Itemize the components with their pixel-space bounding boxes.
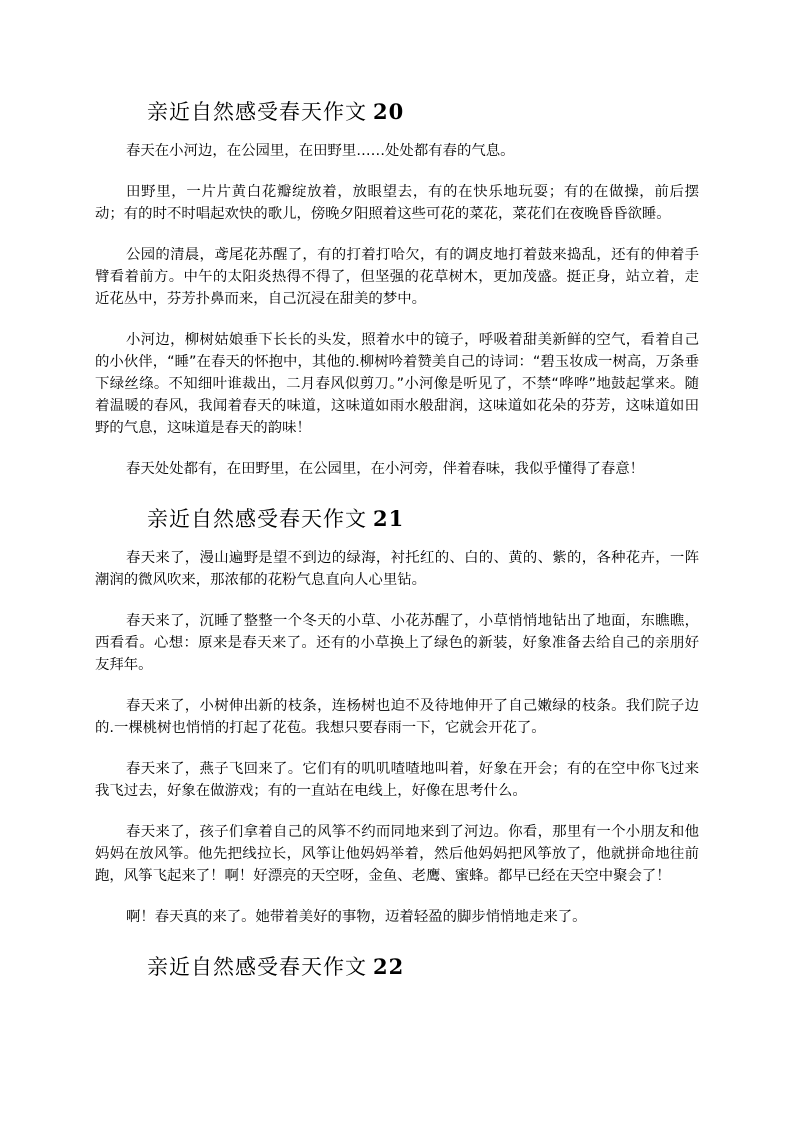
paragraph: 小河边，柳树姑娘垂下长长的头发，照着水中的镜子，呼吸着甜美新鲜的空气，看着自己的小伙伴，“睡”在春天的怀抱中，其他的.柳树吟着赞美自己的诗词：“碧玉妆成一树高，万条垂下绿丝绦。不知细叶谁裁出，二月春风似剪刀。”小河像是听见了，不禁“哗哗”地鼓起掌来。随着温暖的春风，我闻着春天的味道，这味道如雨水般甜润，这味道如花朵的芬芳，这味道如田野的气息，这味道是春天的韵味！ [95,332,699,436]
paragraph: 春天来了，沉睡了整整一个冬天的小草、小花苏醒了，小草悄悄地钻出了地面，东瞧瞧，西看看。心想：原来是春天来了。还有的小草换上了绿色的新装，好象准备去给自己的亲朋好友拜年。 [95,613,699,673]
essay-section-21 [95,499,699,928]
paragraph: 公园的清晨，鸢尾花苏醒了，有的打着打哈欠，有的调皮地打着鼓来捣乱，还有的伸着手臂看着前方。中午的太阳炎热得不得了，但坚强的花草树木，更加茂盛。挺正身，站立着，走近花丛中，芬芳扑鼻而来，自己沉浸在甜美的梦中。 [95,247,699,307]
paragraph: 田野里，一片片黄白花瓣绽放着，放眼望去，有的在快乐地玩耍；有的在做操，前后摆动；有的时不时唱起欢快的歌儿，傍晚夕阳照着这些可花的菜花，菜花们在夜晚昏昏欲睡。 [95,184,699,222]
essay-section-20 [95,92,699,480]
section-title [147,947,699,987]
paragraph: 春天来了，漫山遍野是望不到边的绿海，衬托红的、白的、黄的、紫的，各种花卉，一阵潮润的微风吹来，那浓郁的花粉气息直向人心里钻。 [95,550,699,588]
paragraph: 春天来了，小树伸出新的枝条，连杨树也迫不及待地伸开了自己嫩绿的枝条。我们院子边的.一棵桃树也悄悄的打起了花苞。我想只要春雨一下，它就会开花了。 [95,698,699,736]
paragraph: 春天处处都有，在田野里，在公园里，在小河旁，伴着春味，我似乎懂得了春意！ [126,461,645,477]
section-number: 21 [373,506,405,531]
paragraph: 春天在小河边，在公园里，在田野里……处处都有春的气息。 [126,143,515,159]
document-page [95,92,699,987]
section-title-text: 亲近自然感受春天作文 [147,955,367,979]
section-title-text: 亲近自然感受春天作文 [147,100,367,124]
section-title [147,499,699,539]
section-title [147,92,699,132]
paragraph: 啊！春天真的来了。她带着美好的事物，迈着轻盈的脚步悄悄地走来了。 [126,909,587,925]
paragraph: 春天来了，孩子们拿着自己的风筝不约而同地来到了河边。你看，那里有一个小朋友和他妈妈在放风筝。他先把线拉长，风筝让他妈妈举着，然后他妈妈把风筝放了，他就拼命地往前跑，风筝飞起来了！啊！好漂亮的天空呀，金鱼、老鹰、蜜蜂。都早已经在天空中聚会了！ [95,824,699,884]
essay-section-22 [95,947,699,987]
section-number: 22 [373,954,405,979]
section-number: 20 [373,99,405,124]
section-title-text: 亲近自然感受春天作文 [147,507,367,531]
paragraph: 春天来了，燕子飞回来了。它们有的叽叽喳喳地叫着，好象在开会；有的在空中你飞过来我飞过去，好象在做游戏；有的一直站在电线上，好像在思考什么。 [95,761,699,799]
